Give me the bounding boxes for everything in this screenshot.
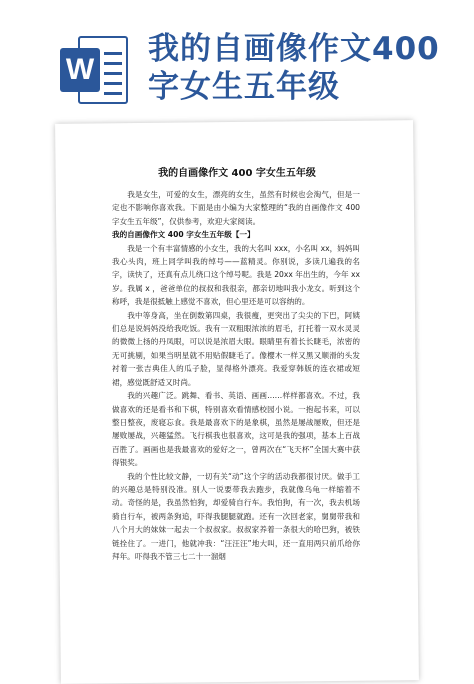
body-paragraph: 我中等身高，坐在倒数第四桌，我很瘦，更突出了尖尖的下巴，阿姨们总是说妈妈没给我吃饭。我有一双粗眼浓浓的眉毛，打托着一双水灵灵的微微上扬的丹凤眼，可以说是浓眉大眼。眼睛里有着长长睫毛，浓密的无可挑剔，如果当明星就不用贴假睫毛了。像樱木一样又黑又顺滑的头发衬着一张吉典佳人的瓜子脸，显得格外漂亮。我爱穿韩版的连衣裙或短裙，感觉既舒适又时尚。 [112,310,360,387]
body-paragraph: 我的个性比较文静，一切有关“动”这个字的活动我都很讨厌。做手工的兴趣总是特别没准。别人一说要带我去跑步，我就像乌龟一样缩着不动。奇怪的是，我虽然怕狗，却爱骑自行车。我怕狗，有一次，我去机场骑自行车，被两条狗追，吓得我腿腿就跑。还有一次回老家，舅舅带我和八个月大的妹妹一起去一个叔叔家。叔叔家养着一条很大的哈巴狗，被铁链拴住了。一进门，他就冲我：“汪汪汪”地大叫，还一直用两只前爪给你拜年。吓得我不管三七二十一溜烟 [112,471,360,561]
document-body [112,188,360,563]
document-banner [0,0,474,122]
word-w-badge: W [60,48,100,92]
page-line [104,92,122,95]
word-document-icon [60,36,130,104]
section-heading: 我的自画像作文 400 字女生五年级【一】 [112,230,255,240]
page-line [104,62,122,65]
body-paragraph: 我的兴趣广泛。跳舞、看书、英语、画画……样样都喜欢。不过，我做喜欢的还是看书和下棋，特别喜欢看情感校园小说。一抱起书来，可以整日整夜，废寝忘食。我是最喜欢下的是象棋，虽然是屡战屡败，但还是屡败屡战，兴趣猛然。飞行棋我也很喜欢，这可是我的强项，基本上百战百胜了。画画也是我最喜欢的爱好之一，曾两次在“飞天杯”全国大赛中获得银奖。 [112,391,360,468]
banner-title: 我的自画像作文400字女生五年级 [148,31,440,105]
body-paragraph: 我是女生，可爱的女生，漂亮的女生，虽然有时候也会淘气，但是一定也不影响你喜欢我。下面是由小编为大家整理的“我的自画像作文 400 字女生五年级”，仅供参考，欢迎大家阅读。 [112,190,360,226]
document-title: 我的自画像作文 400 字女生五年级 [158,168,316,179]
page-line [104,82,122,85]
page-line [104,52,122,55]
page-line [104,72,122,75]
body-paragraph: 我是一个有丰富情感的小女生，我的大名叫 xxx，小名叫 xx，妈妈叫我心头肉，班上同学叫我的绰号——蓝精灵。你别说，多读几遍我的名字，读快了，还真有点儿绕口这个绰号呢。我是 20xx 年出生的，今年 xx 岁。我属 x ，爸爸单位的叔叔和我很亲，都亲切地叫我小龙女。听到这个称呼，我是很抵触上感觉不喜欢，但心里还是可以容纳的。 [112,243,360,307]
